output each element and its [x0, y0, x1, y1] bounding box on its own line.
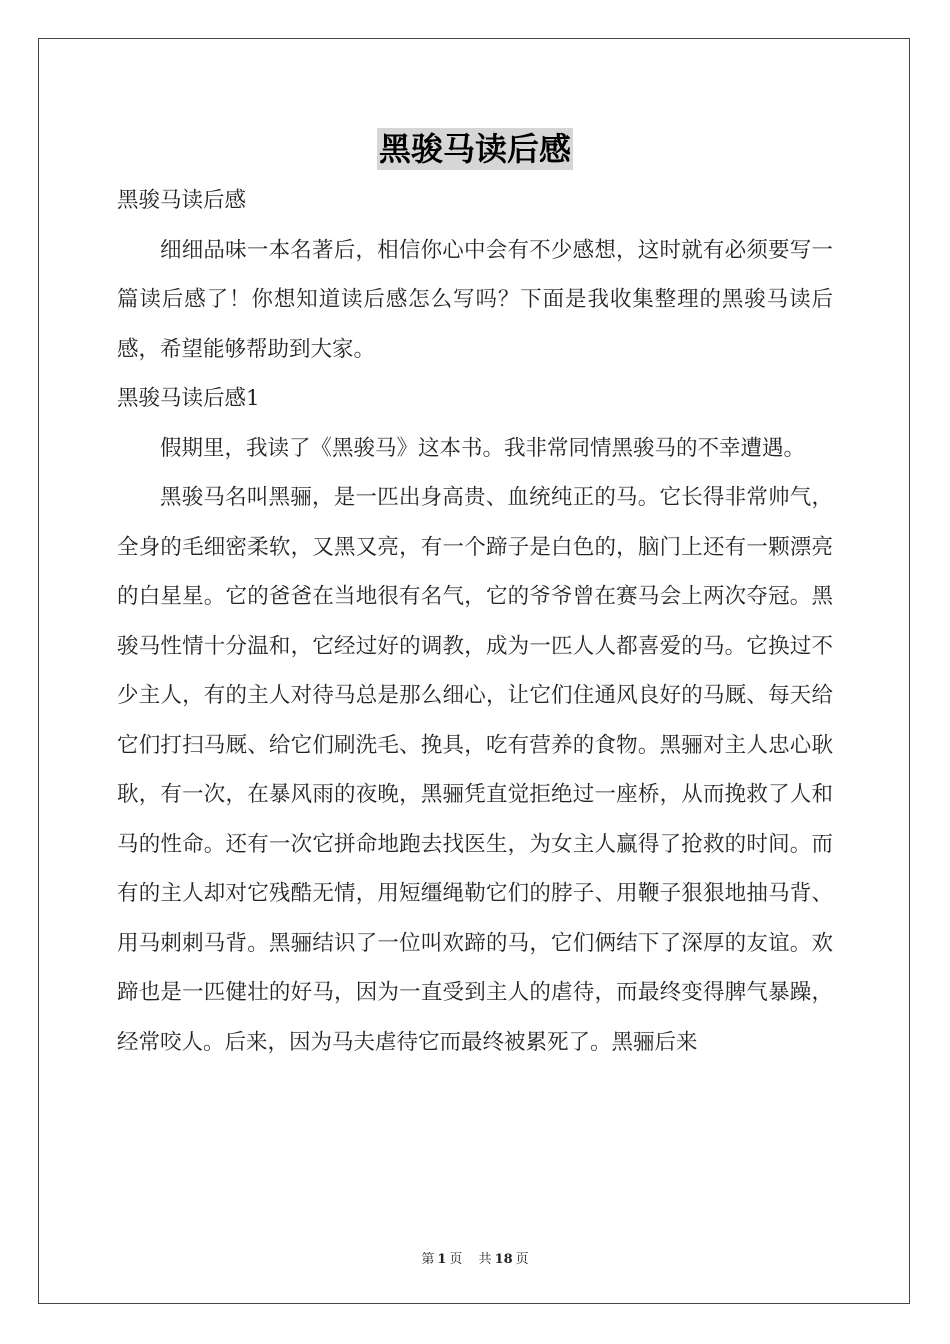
- subtitle-paragraph: 黑骏马读后感: [117, 188, 247, 213]
- total-indicator: [476, 1252, 532, 1267]
- document-body: [117, 176, 833, 1067]
- page-number: 1: [437, 1252, 447, 1267]
- document-title: 黑骏马读后感: [378, 130, 571, 168]
- body-paragraph: 假期里，我读了《黑骏马》这本书。我非常同情黑骏马的不幸遭遇。: [160, 435, 806, 461]
- body-paragraph: 黑骏马名叫黑骊，是一匹出身高贵、血统纯正的马。它长得非常帅气，全身的毛细密柔软，又黑又亮，有一个蹄子是白色的，脑门上还有一颗漂亮的白星星。它的爸爸在当地很有名气，它的爷爷曾在赛马会上两次夺冠。黑骏马性情十分温和，它经过好的调教，成为一匹人人都喜爱的马。它换过不少主人，有的主人对待马总是那么细心，让它们住通风良好的马厩、每天给它们打扫马厩、给它们刷洗毛、挽具，吃有营养的食物。黑骊对主人忠心耿耿，有一次，在暴风雨的夜晚，黑骊凭直觉拒绝过一座桥，从而挽救了人和马的性命。还有一次它拼命地跑去找医生，为女主人赢得了抢救的时间。而有的主人却对它残酷无情，用短缰绳勒它们的脖子、用鞭子狠狠地抽马背、用马刺刺马背。黑骊结识了一位叫欢蹄的马，它们俩结下了深厚的友谊。欢蹄也是一匹健壮的好马，因为一直受到主人的虐待，而最终变得脾气暴躁，经常咬人。后来，因为马夫虐待它而最终被累死了。黑骊后来: [117, 485, 833, 1055]
- page-suffix: 页: [449, 1252, 463, 1267]
- page-prefix: 第: [421, 1252, 435, 1267]
- section-heading: 黑骏马读后感1: [117, 386, 260, 411]
- total-prefix: 共: [478, 1252, 492, 1267]
- total-suffix: 页: [515, 1252, 529, 1267]
- title-container: [0, 128, 950, 170]
- intro-paragraph: 细细品味一本名著后，相信你心中会有不少感想，这时就有必须要写一篇读后感了！你想知道读后感怎么写吗？下面是我收集整理的黑骏马读后感，希望能够帮助到大家。: [117, 237, 833, 362]
- page-indicator: [418, 1252, 465, 1267]
- page-footer: [0, 1248, 950, 1267]
- total-pages: 18: [494, 1252, 513, 1267]
